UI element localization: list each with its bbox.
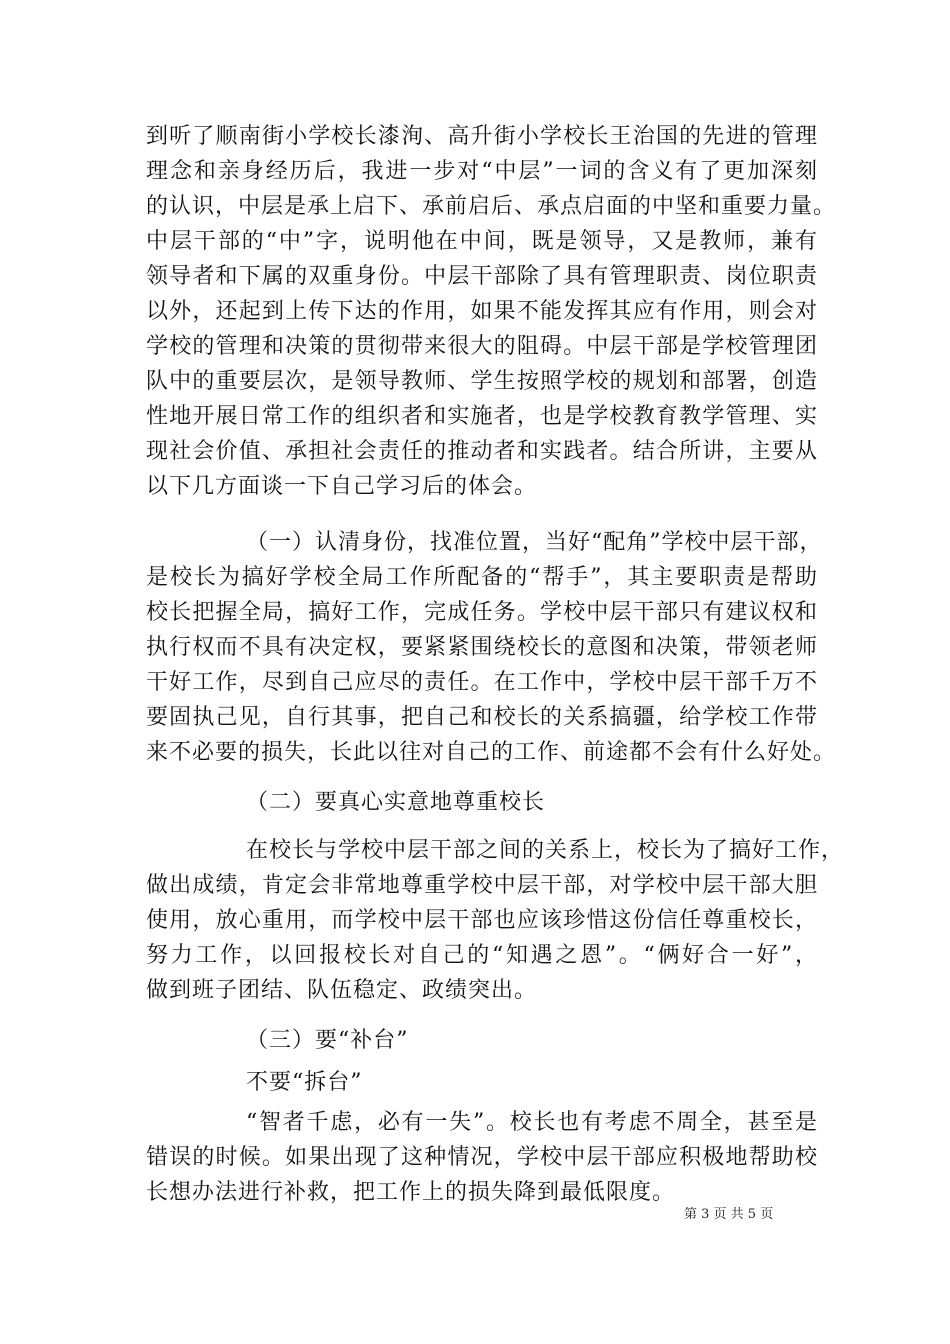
text-line: 理念和亲身经历后，我进一步对“中层”一词的含义有了更加深刻 [146, 159, 818, 184]
page-number: 第 3 页 共 5 页 [684, 1207, 774, 1222]
section-heading: 不要“拆台” [246, 1070, 363, 1095]
section-heading: （一）认清身份，找准位置，当好“配角”学校中层干部， [246, 530, 823, 555]
text-line: 的认识，中层是承上启下、承前启后、承点启面的中坚和重要力量。 [146, 194, 837, 219]
section-heading: （二）要真心实意地尊重校长 [246, 790, 546, 815]
text-line: 领导者和下属的双重身份。中层干部除了具有管理职责、岗位职责 [146, 264, 818, 289]
text-line: 以外，还起到上传下达的作用，如果不能发挥其应有作用，则会对 [146, 299, 818, 324]
text-line: 性地开展日常工作的组织者和实施者，也是学校教育教学管理、实 [146, 404, 818, 429]
text-line: 到听了顺南街小学校长漆洵、高升街小学校长王治国的先进的管理 [146, 124, 818, 149]
text-line: 干好工作，尽到自己应尽的责任。在工作中，学校中层干部千万不 [146, 670, 818, 695]
text-line: 现社会价值、承担社会责任的推动者和实践者。结合所讲，主要从 [146, 439, 818, 464]
text-line: 中层干部的“中”字，说明他在中间，既是领导，又是教师，兼有 [146, 229, 818, 254]
section-heading: （三）要“补台” [246, 1028, 409, 1053]
text-line: 做到班子团结、队伍稳定、政绩突出。 [146, 978, 538, 1003]
text-line: 以下几方面谈一下自己学习后的体会。 [146, 474, 538, 499]
text-line: 要固执己见，自行其事，把自己和校长的关系搞疆，给学校工作带 [146, 705, 818, 730]
text-line: 做出成绩，肯定会非常地尊重学校中层干部，对学校中层干部大胆 [146, 873, 818, 898]
text-line: 来不必要的损失，长此以往对自己的工作、前途都不会有什么好处。 [146, 740, 837, 765]
text-line: “智者千虑，必有一失”。校长也有考虑不周全，甚至是 [246, 1110, 818, 1135]
text-line: 执行权而不具有决定权，要紧紧围绕校长的意图和决策，带领老师 [146, 635, 818, 660]
text-line: 错误的时候。如果出现了这种情况，学校中层干部应积极地帮助校 [146, 1145, 818, 1170]
text-line: 努力工作，以回报校长对自己的“知遇之恩”。“俩好合一好”， [146, 943, 818, 968]
text-line: 在校长与学校中层干部之间的关系上，校长为了搞好工作， [246, 838, 845, 863]
text-line: 使用，放心重用，而学校中层干部也应该珍惜这份信任尊重校长， [146, 908, 818, 933]
text-line: 是校长为搞好学校全局工作所配备的“帮手”，其主要职责是帮助 [146, 565, 818, 590]
text-line: 长想办法进行补救，把工作上的损失降到最低限度。 [146, 1180, 676, 1205]
text-line: 校长把握全局，搞好工作，完成任务。学校中层干部只有建议权和 [146, 600, 818, 625]
text-line: 队中的重要层次，是领导教师、学生按照学校的规划和部署，创造 [146, 369, 818, 394]
text-line: 学校的管理和决策的贯彻带来很大的阻碍。中层干部是学校管理团 [146, 334, 818, 359]
